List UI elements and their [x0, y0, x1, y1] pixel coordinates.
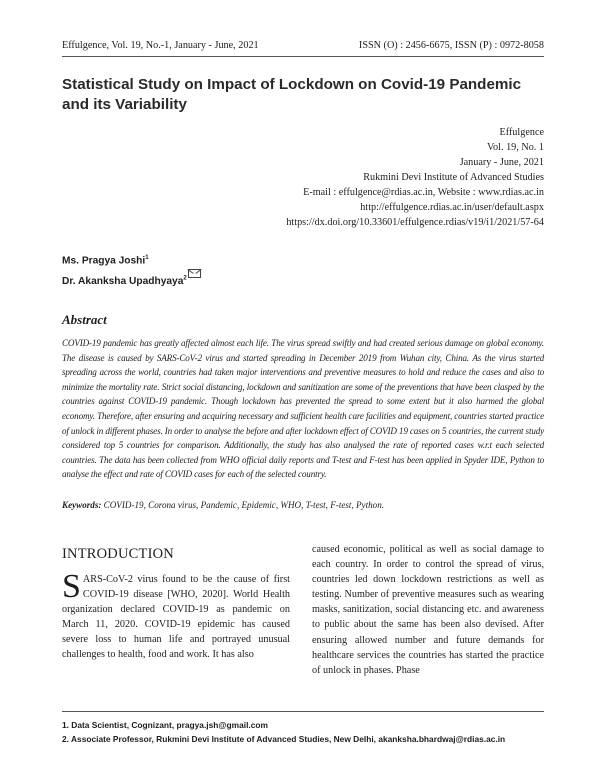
footnotes [62, 718, 505, 746]
author-list [62, 250, 201, 290]
journal-contact: E-mail : effulgence@rdias.ac.in, Website : www.rdias.ac.in [303, 187, 544, 198]
journal-url: http://effulgence.rdias.ac.in/user/default.aspx [360, 202, 544, 213]
body-column-left [62, 568, 290, 663]
intro-paragraph-right: caused economic, political as well as social damage to each country. In order to control the spread of virus, countries led down lockdown restrictions as well as testing. Number of preventive measures such as wearing masks, sanitization, social distancing etc. and awareness to public about the same has been also devised. After ensuring allowed number and future demands for healthcare services the countries has started the practice of unlock in phases. Phase [312, 544, 544, 676]
keywords-list: COVID-19, Corona virus, Pandemic, Epidemic, WHO, T-test, F-test, Python. [101, 500, 385, 510]
header-divider [62, 56, 544, 57]
keywords [62, 500, 544, 510]
abstract-text: COVID-19 pandemic has greatly affected almost each life. The virus spread swiftly and had created serious damage on global economy. The disease is caused by SARS-CoV-2 virus and started spreading in December 2019 from Wuhan city, China. As the virus started spreading across the world, countries had taken major interventions and preventive measures to hold and reduce the cases and also to minimize the mortality rate. Strict social distancing, lockdown and sanitization are some of the preventions that have been clasped by the countries against COVID-19 pandemic. Though lockdown has prevented the spread to some extent but it also harmed the global economy. Therefore, after ensuring and acquiring necessary and sufficient health care facilities and equipment, countries started practice of unlock in different phases. In order to analyse the before and after lockdown effect of COVID 19 cases on 5 countries, the current study considered top 5 countries for comparison. Additionally, the study has also analysed the rate of reported cases w.r.t each selected countries. The data has been collected from WHO official daily reports and T-test and F-test has been applied in Spyder IDE, Python to analyse the effect and rate of COVID cases for each of the selected country. [62, 338, 544, 480]
running-header [62, 40, 544, 56]
header-issn: ISSN (O) : 2456-6675, ISSN (P) : 0972-8058 [358, 40, 544, 51]
intro-paragraph-left: ARS-CoV-2 virus found to be the cause of first COVID-19 disease [WHO, 2020]. World Health organization declared COVID-19 as pandemic on March 11, 2020. COVID-19 epidemic has caused severe loss to human life and portrayed unusual challenges to health, food and work. It has also [62, 574, 290, 661]
header-journal-issue: Effulgence, Vol. 19, No.-1, January - June, 2021 [62, 40, 259, 51]
section-heading-introduction: INTRODUCTION [62, 546, 174, 562]
journal-volume: Vol. 19, No. 1 [487, 142, 544, 153]
abstract-heading: Abstract [62, 312, 107, 327]
drop-cap: S [62, 568, 81, 605]
envelope-icon [188, 269, 201, 278]
footnote-1: 1. Data Scientist, Cognizant, pragya.jsh@gmail.com [62, 720, 268, 730]
body-column-right [312, 542, 544, 678]
journal-info [184, 125, 544, 230]
author-1 [62, 250, 201, 269]
journal-period: January - June, 2021 [459, 157, 544, 168]
author-affiliation-mark: 2 [183, 276, 187, 282]
footnote-2: 2. Associate Professor, Rukmini Devi Institute of Advanced Studies, New Delhi, akanksha.bhardwaj@rdias.ac.in [62, 734, 506, 744]
author-affiliation-mark: 1 [145, 255, 149, 261]
author-2 [62, 269, 201, 290]
journal-institute: Rukmini Devi Institute of Advanced Studies [363, 172, 544, 183]
author-name: Ms. Pragya Joshi [62, 255, 146, 267]
author-name: Dr. Akanksha Upadhyaya [62, 276, 184, 288]
footnote-divider [62, 711, 544, 712]
journal-name: Effulgence [499, 127, 544, 138]
journal-doi: https://dx.doi.org/10.33601/effulgence.rdias/v19/i1/2021/57-64 [286, 217, 544, 228]
keywords-label: Keywords: [62, 500, 102, 510]
paper-title: Statistical Study on Impact of Lockdown on Covid-19 Pandemic and its Variability [62, 76, 522, 113]
